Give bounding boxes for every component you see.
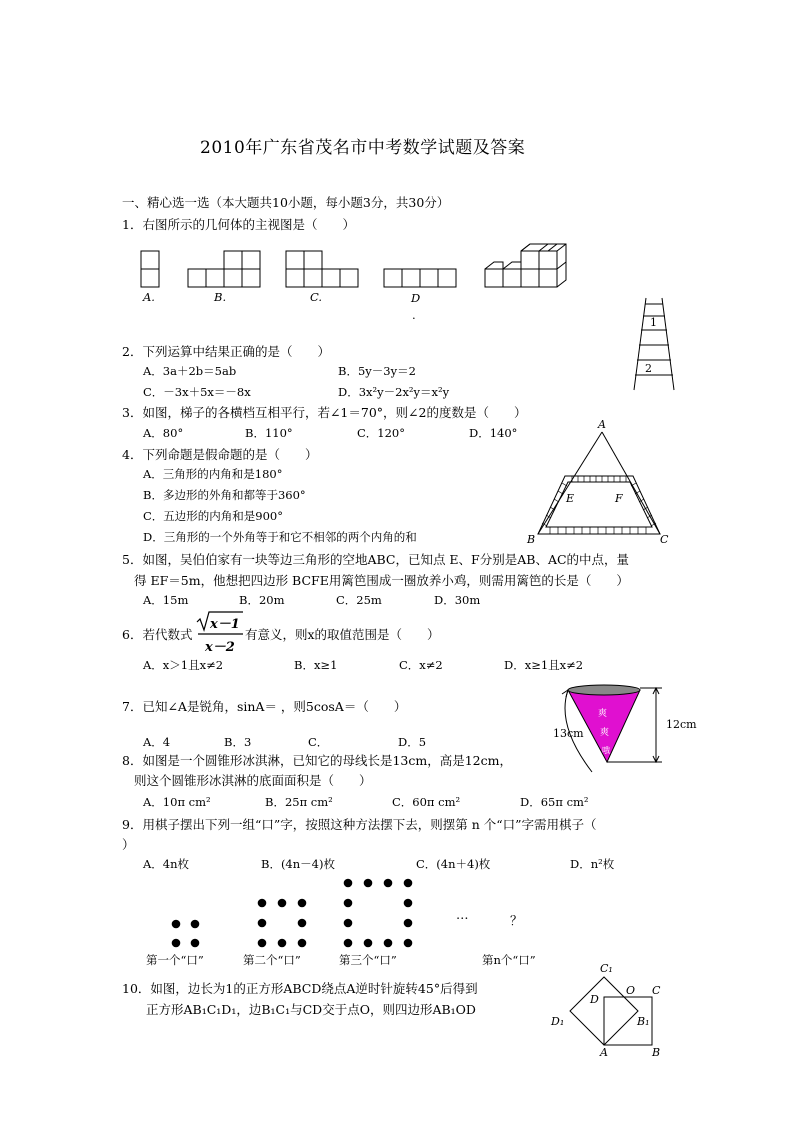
- ladder-angle-2: 2: [645, 362, 652, 375]
- q10-line2: 正方形AB₁C₁D₁，边B₁C₁与CD交于点O，则四边形AB₁OD: [146, 1002, 476, 1017]
- q1-stem: 1．右图所示的几何体的主视图是（ ）: [122, 217, 355, 232]
- q6-suffix: 有意义，则x的取值范围是（ ）: [245, 627, 440, 642]
- fig10-label-c1: C₁: [600, 962, 613, 975]
- q9-caption-n: 第n个“口”: [482, 953, 536, 967]
- q5-line2: 得 EF＝5m，他想把四边形 BCFE用篱笆围成一圈放养小鸡，则需用篱笆的长是（ ）: [134, 573, 629, 588]
- triangle-label-f: F: [615, 492, 623, 505]
- q9-caption-2: 第二个“口”: [243, 953, 301, 967]
- q4-stem: 4．下列命题是假命题的是（ ）: [122, 447, 318, 462]
- q7-option-b: B．3: [224, 735, 252, 749]
- q6-option-c: C．x≠2: [399, 658, 443, 672]
- fig10-label-d: D: [590, 993, 599, 1006]
- q7-option-a: A．4: [143, 735, 171, 749]
- q2-option-c: C．－3x＋5x＝－8x: [143, 385, 251, 399]
- q6-prefix: 6．若代数式: [122, 627, 193, 642]
- q3-option-d: D．140°: [469, 426, 518, 440]
- triangle-label-e: E: [566, 492, 575, 505]
- q4-option-c: C．五边形的内角和是900°: [143, 509, 283, 523]
- q3-option-b: B．110°: [245, 426, 293, 440]
- fig10-label-c: C: [652, 984, 661, 997]
- page-title: 2010年广东省茂名市中考数学试题及答案: [200, 138, 526, 158]
- svg-text:哦: 哦: [602, 746, 610, 755]
- fig10-label-b: B: [652, 1046, 661, 1059]
- cone-slant-label: 13cm: [553, 727, 584, 740]
- q9-ellipsis: …: [456, 907, 469, 922]
- fig10-label-d1: D₁: [551, 1015, 565, 1028]
- q2-stem: 2．下列运算中结果正确的是（ ）: [122, 344, 330, 359]
- q2-option-a: A．3a＋2b＝5ab: [143, 364, 237, 378]
- q8-option-c: C．60π cm²: [392, 795, 461, 809]
- ladder-angle-1: 1: [650, 316, 657, 329]
- q8-option-a: A．10π cm²: [143, 795, 211, 809]
- q6-denominator: x－2: [205, 640, 235, 655]
- q4-option-a: A．三角形的内角和是180°: [143, 467, 283, 481]
- svg-text:爽: 爽: [600, 728, 610, 738]
- q5-line1: 5．如图，吴伯伯家有一块等边三角形的空地ABC，已知点 E、F分别是AB、AC的中点，量: [122, 552, 630, 567]
- q6-option-d: D．x≥1且x≠2: [504, 658, 584, 672]
- q8-option-b: B．25π cm²: [265, 795, 333, 809]
- section-heading: 一、精心选一选（本大题共10小题，每小题3分，共30分）: [122, 195, 450, 210]
- q1-label-d: D: [411, 291, 421, 305]
- q9-option-c: C．(4n＋4)枚: [416, 857, 491, 871]
- q9-line2: ）: [122, 837, 135, 852]
- q9-option-b: B．(4n－4)枚: [261, 857, 335, 871]
- q8-line1: 8．如图是一个圆锥形冰淇淋，已知它的母线长是13cm，高是12cm，: [122, 753, 512, 768]
- cone-height-label: 12cm: [666, 718, 697, 731]
- q5-option-d: D．30m: [434, 593, 481, 607]
- q9-line1: 9．用棋子摆出下列一组“口”字，按照这种方法摆下去，则摆第 n 个“口”字需用棋子（: [122, 817, 597, 832]
- q9-option-a: A．4n枚: [143, 857, 190, 871]
- fig10-label-o: O: [626, 984, 636, 997]
- q3-option-c: C．120°: [357, 426, 405, 440]
- q6-numerator: x－1: [210, 617, 240, 632]
- q7-stem: 7．已知∠A是锐角，sinA＝ ，则5cosA＝（ ）: [122, 699, 407, 714]
- q3-option-a: A．80°: [143, 426, 184, 440]
- q5-option-c: C．25m: [336, 593, 382, 607]
- q9-caption-3: 第三个“口”: [339, 953, 397, 967]
- q6-option-a: A．x＞1且x≠2: [143, 658, 224, 672]
- q4-option-d: D．三角形的一个外角等于和它不相邻的两个内角的和: [143, 530, 417, 544]
- q1-label-a: A.: [143, 290, 155, 304]
- q10-line1: 10．如图，边长为1的正方形ABCD绕点A逆时针旋转45°后得到: [122, 981, 478, 996]
- q5-option-b: B．20m: [239, 593, 285, 607]
- q1-stray-dot: .: [412, 308, 416, 322]
- q1-label-c: C.: [310, 290, 323, 304]
- q7-option-d: D．5: [398, 735, 427, 749]
- q3-stem: 3．如图，梯子的各横档互相平行，若∠1＝70°，则∠2的度数是（ ）: [122, 405, 527, 420]
- q8-option-d: D．65π cm²: [520, 795, 589, 809]
- triangle-label-a: A: [598, 418, 606, 431]
- q7-option-c: C．: [308, 735, 329, 749]
- q2-option-b: B．5y－3y＝2: [338, 364, 416, 378]
- q6-option-b: B．x≥1: [294, 658, 338, 672]
- q9-question-mark: ？: [510, 913, 523, 928]
- q2-option-d: D．3x²y－2x²y＝x²y: [338, 385, 450, 399]
- q8-line2: 则这个圆锥形冰淇淋的底面面积是（ ）: [134, 773, 372, 788]
- triangle-label-b: B: [527, 533, 536, 546]
- fig10-label-a: A: [600, 1046, 608, 1059]
- q9-caption-1: 第一个“口”: [146, 953, 204, 967]
- q1-label-b: B.: [214, 290, 227, 304]
- q9-option-d: D．n²枚: [570, 857, 615, 871]
- svg-text:爽: 爽: [598, 709, 608, 719]
- triangle-label-c: C: [660, 533, 669, 546]
- q4-option-b: B．多边形的外角和都等于360°: [143, 488, 306, 502]
- q5-option-a: A．15m: [143, 593, 189, 607]
- fig10-label-b1: B₁: [637, 1015, 650, 1028]
